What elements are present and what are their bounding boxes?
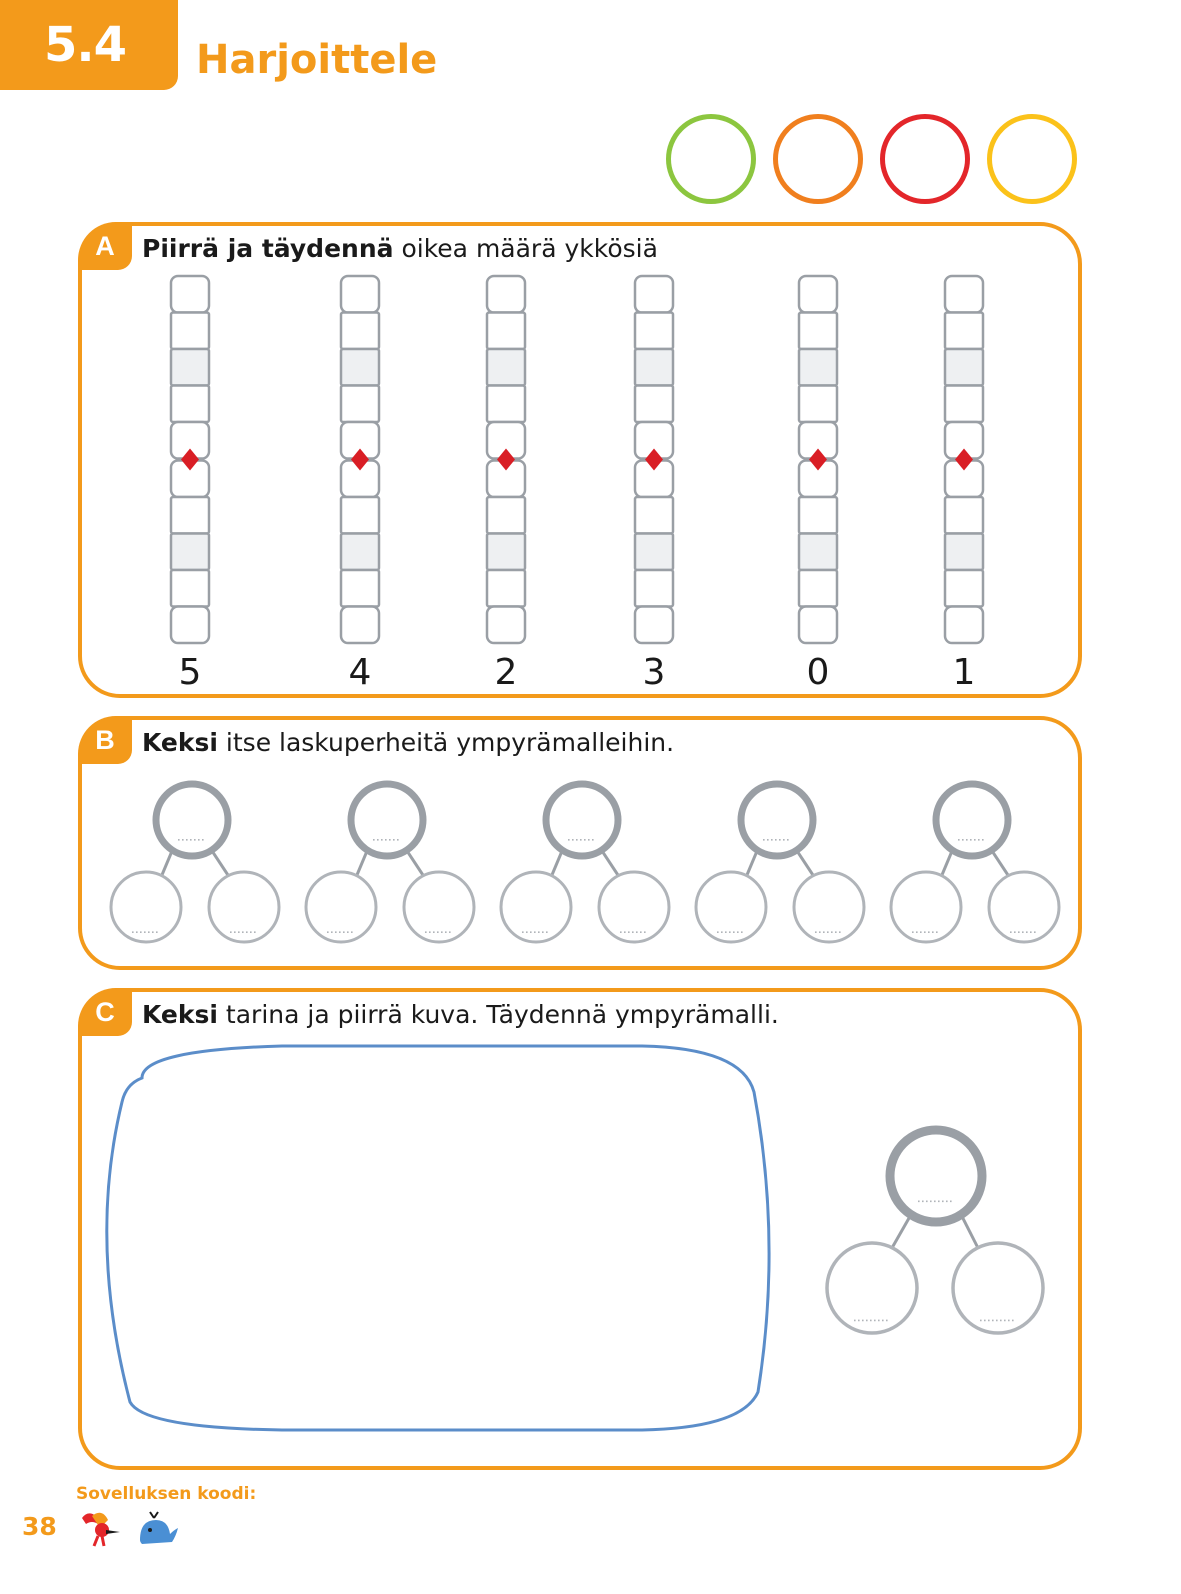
part-circle-left[interactable] — [306, 872, 376, 942]
section-letter-b: B — [78, 716, 132, 764]
rod-cell[interactable] — [799, 276, 837, 313]
whole-circle[interactable] — [936, 784, 1008, 856]
circle-model — [827, 1130, 1043, 1333]
circle-model — [501, 784, 669, 942]
part-circle-right[interactable] — [953, 1243, 1043, 1333]
rod-number: 4 — [348, 652, 372, 693]
rod-cell[interactable] — [171, 349, 209, 386]
model-connector — [162, 851, 172, 876]
rating-circle-red[interactable] — [880, 114, 970, 204]
part-circle-right[interactable] — [794, 872, 864, 942]
whole-circle[interactable] — [546, 784, 618, 856]
rod-cell[interactable] — [945, 607, 983, 644]
rod-number: 5 — [178, 652, 202, 693]
model-connector — [797, 851, 813, 876]
rod-cell[interactable] — [171, 607, 209, 644]
whole-circle[interactable] — [890, 1130, 982, 1222]
circle-model — [111, 784, 279, 942]
app-code-label: Sovelluksen koodi: — [76, 1484, 257, 1504]
rod-cell[interactable] — [171, 386, 209, 423]
model-connector — [892, 1215, 910, 1247]
rod-cell[interactable] — [171, 276, 209, 313]
ten-rod — [171, 276, 209, 693]
model-connector — [212, 851, 228, 876]
rod-cell[interactable] — [487, 534, 525, 571]
rod-cell[interactable] — [799, 349, 837, 386]
rod-cell[interactable] — [341, 497, 379, 534]
part-circle-right[interactable] — [209, 872, 279, 942]
rod-cell[interactable] — [799, 386, 837, 423]
chapter-tab — [0, 0, 178, 90]
rod-cell[interactable] — [635, 534, 673, 571]
rod-cell[interactable] — [635, 313, 673, 350]
circle-model-large — [82, 992, 1078, 1466]
part-circle-left[interactable] — [501, 872, 571, 942]
rating-circle-orange[interactable] — [773, 114, 863, 204]
rod-cell[interactable] — [945, 534, 983, 571]
rod-cell[interactable] — [487, 497, 525, 534]
model-connector — [552, 851, 562, 876]
instruction-bold: Keksi — [142, 728, 218, 757]
whole-circle[interactable] — [741, 784, 813, 856]
rod-cell[interactable] — [487, 386, 525, 423]
rod-cell[interactable] — [341, 313, 379, 350]
rod-cell[interactable] — [171, 534, 209, 571]
model-connector — [992, 851, 1008, 876]
whale-icon[interactable] — [136, 1508, 180, 1548]
circle-models — [82, 720, 1078, 966]
circle-model — [306, 784, 474, 942]
instruction-text: oikea määrä ykkösiä — [393, 234, 658, 263]
ten-rod — [341, 276, 379, 693]
page-title: Harjoittele — [196, 37, 438, 83]
rod-cell[interactable] — [341, 534, 379, 571]
rod-cell[interactable] — [635, 386, 673, 423]
rod-cell[interactable] — [487, 349, 525, 386]
rod-number: 3 — [642, 652, 666, 693]
rod-number: 0 — [806, 652, 830, 693]
part-circle-left[interactable] — [111, 872, 181, 942]
ten-rods — [82, 226, 1078, 694]
chapter-number: 5.4 — [43, 17, 127, 73]
rod-cell[interactable] — [487, 276, 525, 313]
ten-rod — [799, 276, 837, 693]
rod-number: 1 — [952, 652, 976, 693]
rod-cell[interactable] — [487, 313, 525, 350]
rod-cell[interactable] — [945, 349, 983, 386]
rod-cell[interactable] — [635, 349, 673, 386]
rating-circle-yellow[interactable] — [987, 114, 1077, 204]
rod-cell[interactable] — [799, 534, 837, 571]
circle-model — [696, 784, 864, 942]
bird-icon[interactable] — [78, 1508, 122, 1548]
instruction-text: tarina ja piirrä kuva. Täydennä ympyrämalli. — [217, 1000, 779, 1029]
rod-cell[interactable] — [171, 497, 209, 534]
rod-number: 2 — [494, 652, 518, 693]
model-connector — [961, 1215, 977, 1247]
ten-rod — [635, 276, 673, 693]
rod-cell[interactable] — [945, 276, 983, 313]
rod-cell[interactable] — [635, 570, 673, 607]
rod-cell[interactable] — [945, 497, 983, 534]
model-connector — [747, 851, 757, 876]
rod-cell[interactable] — [635, 607, 673, 644]
part-circle-left[interactable] — [696, 872, 766, 942]
rod-cell[interactable] — [171, 313, 209, 350]
whole-circle[interactable] — [156, 784, 228, 856]
section-b — [78, 716, 1082, 970]
ten-rod — [487, 276, 525, 693]
circle-model — [891, 784, 1059, 942]
section-a — [78, 222, 1082, 698]
rod-cell[interactable] — [341, 276, 379, 313]
rod-cell[interactable] — [945, 313, 983, 350]
rod-cell[interactable] — [799, 607, 837, 644]
model-connector — [602, 851, 618, 876]
rod-cell[interactable] — [341, 607, 379, 644]
rating-circle-green[interactable] — [666, 114, 756, 204]
page-number: 38 — [22, 1512, 57, 1541]
rod-cell[interactable] — [799, 313, 837, 350]
rod-cell[interactable] — [945, 386, 983, 423]
rod-cell[interactable] — [487, 570, 525, 607]
model-connector — [357, 851, 367, 876]
model-connector — [942, 851, 952, 876]
rod-cell[interactable] — [341, 349, 379, 386]
rod-cell[interactable] — [635, 276, 673, 313]
rod-cell[interactable] — [945, 570, 983, 607]
rod-cell[interactable] — [635, 497, 673, 534]
section-letter-c: C — [78, 988, 132, 1036]
rod-cell[interactable] — [341, 386, 379, 423]
instruction-bold: Piirrä ja täydennä — [142, 234, 394, 263]
section-c — [78, 988, 1082, 1470]
section-letter-a: A — [78, 222, 132, 270]
rod-cell[interactable] — [799, 497, 837, 534]
rod-cell[interactable] — [799, 570, 837, 607]
ten-rod — [945, 276, 983, 693]
rod-cell[interactable] — [487, 607, 525, 644]
model-connector — [407, 851, 423, 876]
part-circle-left[interactable] — [827, 1243, 917, 1333]
instruction-bold: Keksi — [142, 1000, 218, 1029]
part-circle-left[interactable] — [891, 872, 961, 942]
rod-cell[interactable] — [171, 570, 209, 607]
part-circle-right[interactable] — [404, 872, 474, 942]
instruction-text: itse laskuperheitä ympyrämalleihin. — [217, 728, 675, 757]
self-assessment-circles — [666, 110, 1096, 220]
part-circle-right[interactable] — [599, 872, 669, 942]
part-circle-right[interactable] — [989, 872, 1059, 942]
whole-circle[interactable] — [351, 784, 423, 856]
rod-cell[interactable] — [341, 570, 379, 607]
